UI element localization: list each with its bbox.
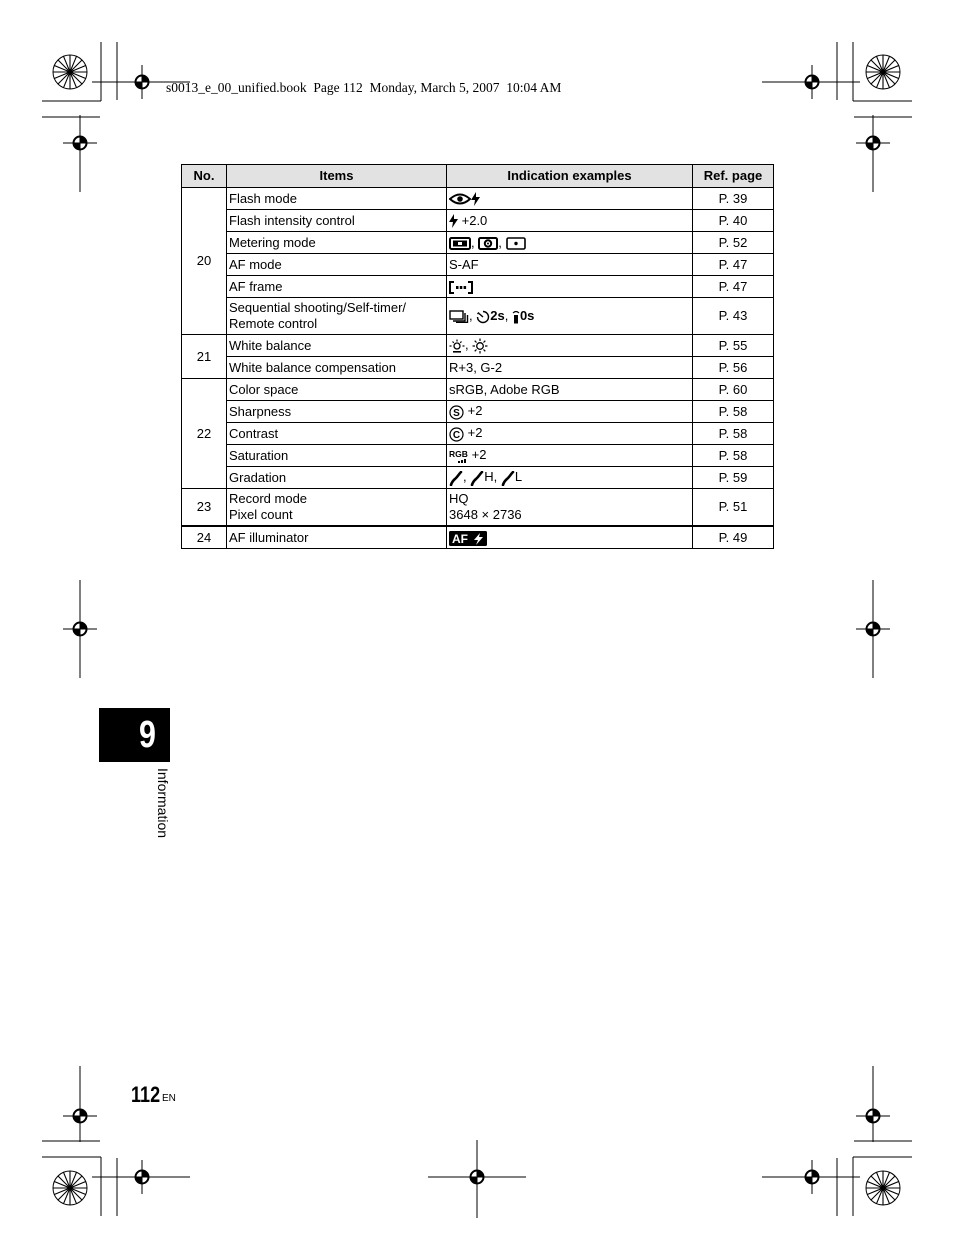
item-cell: AF frame — [227, 276, 447, 298]
item-cell: Flash intensity control — [227, 210, 447, 232]
table-row — [182, 401, 774, 423]
self-timer-icon — [476, 310, 490, 324]
svg-text:C: C — [452, 429, 461, 441]
item-cell — [227, 298, 447, 335]
auto-wb-icon — [449, 339, 465, 353]
ref-cell: P. 58 — [693, 445, 774, 467]
example-line: 3648 × 2736 — [449, 507, 522, 522]
table-row — [182, 254, 774, 276]
ref-cell: P. 39 — [693, 188, 774, 210]
table-row — [182, 379, 774, 401]
ref-cell: P. 49 — [693, 526, 774, 549]
remote-control-icon — [512, 310, 520, 324]
example-text: +2.0 — [461, 212, 488, 228]
gradation-icon — [449, 471, 463, 486]
table-row — [182, 210, 774, 232]
ref-cell: P. 58 — [693, 423, 774, 445]
sharpness-icon — [449, 405, 464, 420]
header-page: Page 112 — [313, 80, 363, 95]
ref-cell: P. 47 — [693, 276, 774, 298]
example-cell: S-AF — [447, 254, 693, 276]
spot-metering-icon — [506, 237, 526, 250]
example-cell: , — [447, 335, 693, 357]
example-cell: R+3, G-2 — [447, 357, 693, 379]
timer-value: 2s — [490, 308, 505, 323]
col-header-items: Items — [227, 165, 447, 188]
item-cell: Gradation — [227, 467, 447, 489]
gradation-icon — [501, 471, 515, 486]
example-cell: , H, L — [447, 467, 693, 489]
ref-cell: P. 47 — [693, 254, 774, 276]
item-cell: Sharpness — [227, 401, 447, 423]
gradation-high: H — [484, 469, 494, 485]
group-number: 24 — [182, 526, 227, 549]
example-text: +2 — [467, 425, 483, 441]
chapter-label: Information — [155, 768, 171, 839]
contrast-icon — [449, 427, 464, 442]
group-number: 20 — [182, 188, 227, 335]
table-row — [182, 467, 774, 489]
page-language: EN — [162, 1093, 176, 1104]
ref-cell: P. 59 — [693, 467, 774, 489]
item-cell: Saturation — [227, 445, 447, 467]
sunny-wb-icon — [472, 338, 488, 354]
item-line: Remote control — [229, 316, 318, 331]
svg-text:RGB: RGB — [449, 448, 468, 459]
ref-cell: P. 60 — [693, 379, 774, 401]
col-header-examples: Indication examples — [447, 165, 693, 188]
ref-cell: P. 58 — [693, 401, 774, 423]
red-eye-icon — [449, 192, 471, 206]
example-cell — [447, 210, 693, 232]
table-row — [182, 188, 774, 210]
separator: , — [498, 234, 502, 250]
example-text: +2 — [467, 403, 483, 419]
item-cell: Metering mode — [227, 232, 447, 254]
table-row — [182, 489, 774, 527]
af-illuminator-icon — [449, 531, 487, 546]
item-cell: Flash mode — [227, 188, 447, 210]
chapter-tab — [99, 708, 170, 762]
example-cell — [447, 401, 693, 423]
table-row — [182, 445, 774, 467]
indication-table — [181, 164, 774, 549]
item-cell: Contrast — [227, 423, 447, 445]
gradation-low: L — [514, 469, 523, 485]
af-frame-icon — [449, 281, 473, 294]
ref-cell: P. 52 — [693, 232, 774, 254]
example-cell — [447, 445, 693, 467]
chapter-number: 9 — [139, 714, 156, 756]
group-number: 23 — [182, 489, 227, 527]
table-row — [182, 232, 774, 254]
flash-icon — [449, 214, 458, 228]
header-time: 10:04 AM — [506, 80, 562, 95]
saturation-icon — [449, 449, 468, 464]
af-badge-text: AF — [452, 531, 468, 546]
table-row — [182, 335, 774, 357]
ref-cell: P. 56 — [693, 357, 774, 379]
example-line: HQ — [449, 491, 469, 506]
item-cell: AF illuminator — [227, 526, 447, 549]
col-header-ref: Ref. page — [693, 165, 774, 188]
item-cell: AF mode — [227, 254, 447, 276]
ref-cell: P. 43 — [693, 298, 774, 335]
item-line: Sequential shooting/Self-timer/ — [229, 300, 407, 315]
item-cell: White balance — [227, 335, 447, 357]
table-row — [182, 276, 774, 298]
header-file: s0013_e_00_unified.book — [166, 80, 307, 95]
group-number: 21 — [182, 335, 227, 379]
header-date: Monday, March 5, 2007 — [369, 80, 500, 95]
gradation-icon — [470, 471, 484, 486]
separator: , — [471, 234, 475, 250]
ref-cell: P. 40 — [693, 210, 774, 232]
table-row — [182, 298, 774, 335]
example-cell: sRGB, Adobe RGB — [447, 379, 693, 401]
table-row — [182, 526, 774, 549]
group-number: 22 — [182, 379, 227, 489]
item-cell — [227, 489, 447, 527]
svg-text:S: S — [453, 407, 460, 419]
page-number: 112 — [131, 1082, 161, 1107]
col-header-no: No. — [182, 165, 227, 188]
print-header — [166, 80, 561, 96]
ref-cell: P. 51 — [693, 489, 774, 527]
example-cell — [447, 188, 693, 210]
center-weighted-metering-icon — [478, 237, 498, 250]
example-text: +2 — [471, 447, 487, 463]
flash-icon — [471, 192, 480, 206]
remote-value: 0s — [519, 308, 535, 323]
ref-cell: P. 55 — [693, 335, 774, 357]
item-cell: Color space — [227, 379, 447, 401]
item-line: Pixel count — [229, 507, 293, 522]
example-cell: , 2s, 0s — [447, 298, 693, 335]
item-line: Record mode — [229, 491, 308, 506]
item-cell: White balance compensation — [227, 357, 447, 379]
sequential-shooting-icon — [449, 310, 469, 323]
table-row — [182, 423, 774, 445]
table-header-row — [182, 165, 774, 188]
example-cell — [447, 526, 693, 549]
example-cell — [447, 276, 693, 298]
example-cell — [447, 423, 693, 445]
esp-metering-icon — [449, 237, 471, 250]
example-cell — [447, 489, 693, 527]
example-cell — [447, 232, 693, 254]
table-row — [182, 357, 774, 379]
